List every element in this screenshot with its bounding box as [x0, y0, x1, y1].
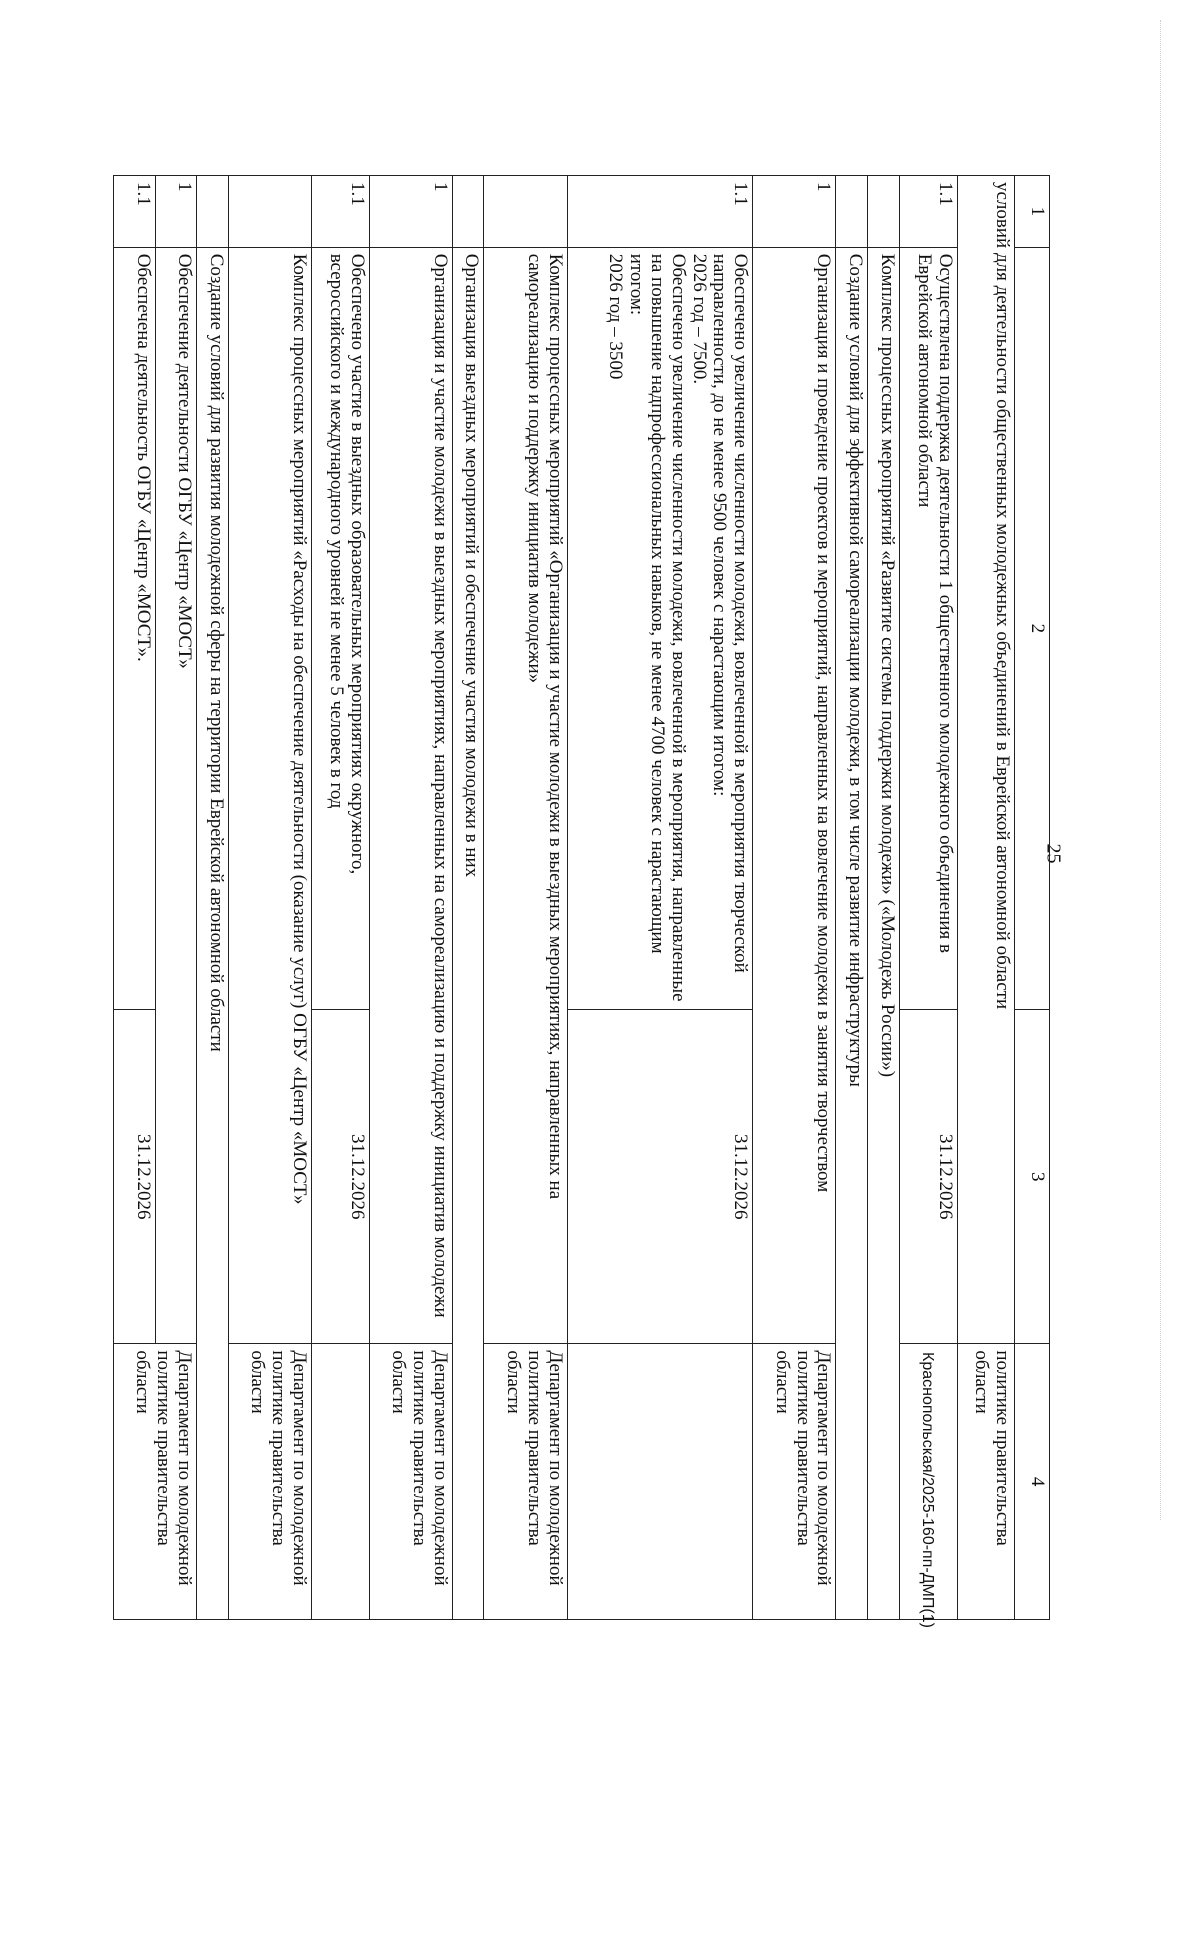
table-row — [868, 176, 900, 1620]
table-row — [452, 176, 484, 1620]
table-row — [957, 176, 1014, 1620]
row-number: 1.1 — [312, 176, 369, 248]
responsible: Департамент по молодежной политике правительства области — [228, 1344, 311, 1620]
table-row — [197, 176, 229, 1620]
responsible: Департамент по молодежной политике правительства области — [484, 1344, 567, 1620]
row-number: 1 — [155, 176, 197, 248]
responsible: политике правительства области — [957, 1344, 1014, 1620]
row-text: Осуществлена поддержка деятельности 1 общественного молодежного объединения в Еврейской автономной области — [900, 247, 957, 1009]
row-number: 1.1 — [900, 176, 957, 248]
complex-title: Комплекс процессных мероприятий «Расходы на обеспечение деятельности (оказание услуг) ОГБУ «Центр «МОСТ» — [228, 247, 311, 1344]
row-date: 31.12.2026 — [114, 1010, 156, 1344]
table-header-row — [1015, 176, 1050, 1620]
section-title: Комплекс процессных мероприятий «Развитие системы поддержки молодежи» («Молодежь России») — [868, 247, 900, 1619]
table-row — [567, 176, 753, 1620]
row-number: 1.1 — [114, 176, 156, 248]
activities-table — [113, 175, 1050, 1620]
table-row — [484, 176, 567, 1620]
row-text: Обеспечено участие в выездных образовательных мероприятиях окружного, всероссийского и международного уровней не менее 5 человек в год — [312, 247, 369, 1009]
rotated-table-container — [113, 175, 1050, 1620]
table-row — [228, 176, 311, 1620]
header-col-2: 2 — [1015, 247, 1050, 1009]
row-number: 1.1 — [567, 176, 753, 248]
row-text: условий для деятельности общественных молодежных объединений в Еврейской автономной области — [957, 176, 1014, 1344]
header-col-4: 4 — [1015, 1344, 1050, 1620]
row-text: Обеспечено увеличение численности молодежи, вовлеченной в мероприятия творческой направленности, до не менее 9500 человек с нарастающим итогом: 2026 год – 7500. Обеспечено увеличение численности молодежи, вовлеченной в мероприятия, направленные на повышение надпрофессиональных навыков, не менее 4700 человек с нарастающим итогом: 2026 год – 3500 — [567, 247, 753, 1009]
scan-artifact-marks — [1160, 20, 1162, 1520]
responsible: Департамент по молодежной политике правительства области — [114, 1344, 197, 1620]
row-number-empty — [228, 176, 311, 248]
row-number-empty — [197, 176, 229, 248]
row-text: Обеспечение деятельности ОГБУ «Центр «МОСТ» — [155, 247, 197, 1344]
row-number-empty — [868, 176, 900, 248]
row-date: 31.12.2026 — [900, 1010, 957, 1344]
row-number-empty — [484, 176, 567, 248]
responsible-empty — [312, 1344, 369, 1620]
row-text: Обеспечена деятельность ОГБУ «Центр «МОСТ». — [114, 247, 156, 1009]
header-col-1: 1 — [1015, 176, 1050, 248]
row-text: Организация и проведение проектов и мероприятий, направленных на вовлечение молодежи в занятия творчеством — [753, 247, 836, 1344]
row-number: 1 — [753, 176, 836, 248]
task-title: Создание условий для эффективной самореализации молодежи, в том числе развитие инфраструктуры — [836, 247, 868, 1619]
table-row — [836, 176, 868, 1620]
task-title: Организация выездных мероприятий и обеспечение участия молодежи в них — [452, 247, 484, 1619]
responsible: Департамент по молодежной политике правительства области — [369, 1344, 452, 1620]
table-row — [753, 176, 836, 1620]
row-number: 1 — [369, 176, 452, 248]
table-row — [369, 176, 452, 1620]
table-row — [155, 176, 197, 1620]
header-col-3: 3 — [1015, 1010, 1050, 1344]
responsible-empty — [900, 1344, 957, 1620]
row-number-empty — [836, 176, 868, 248]
row-date: 31.12.2026 — [312, 1010, 369, 1344]
row-text: Организация и участие молодежи в выездных мероприятиях, направленных на самореализацию и поддержку инициатив молодежи — [369, 247, 452, 1344]
table-row — [312, 176, 369, 1620]
task-title: Создание условий для развития молодежной сферы на территории Еврейской автономной области — [197, 247, 229, 1619]
responsible-empty — [567, 1344, 753, 1620]
complex-title: Комплекс процессных мероприятий «Организация и участие молодежи в выездных мероприятиях, направленных на самореализацию и поддержку инициатив молодежи» — [484, 247, 567, 1344]
document-footer-code: Краснопольская/2025-160-пп-ДМП(1) — [919, 1352, 936, 1628]
table-row — [900, 176, 957, 1620]
row-date: 31.12.2026 — [567, 1010, 753, 1344]
page-number: 25 — [1042, 843, 1065, 864]
responsible: Департамент по молодежной политике правительства области — [753, 1344, 836, 1620]
row-number-empty — [452, 176, 484, 248]
